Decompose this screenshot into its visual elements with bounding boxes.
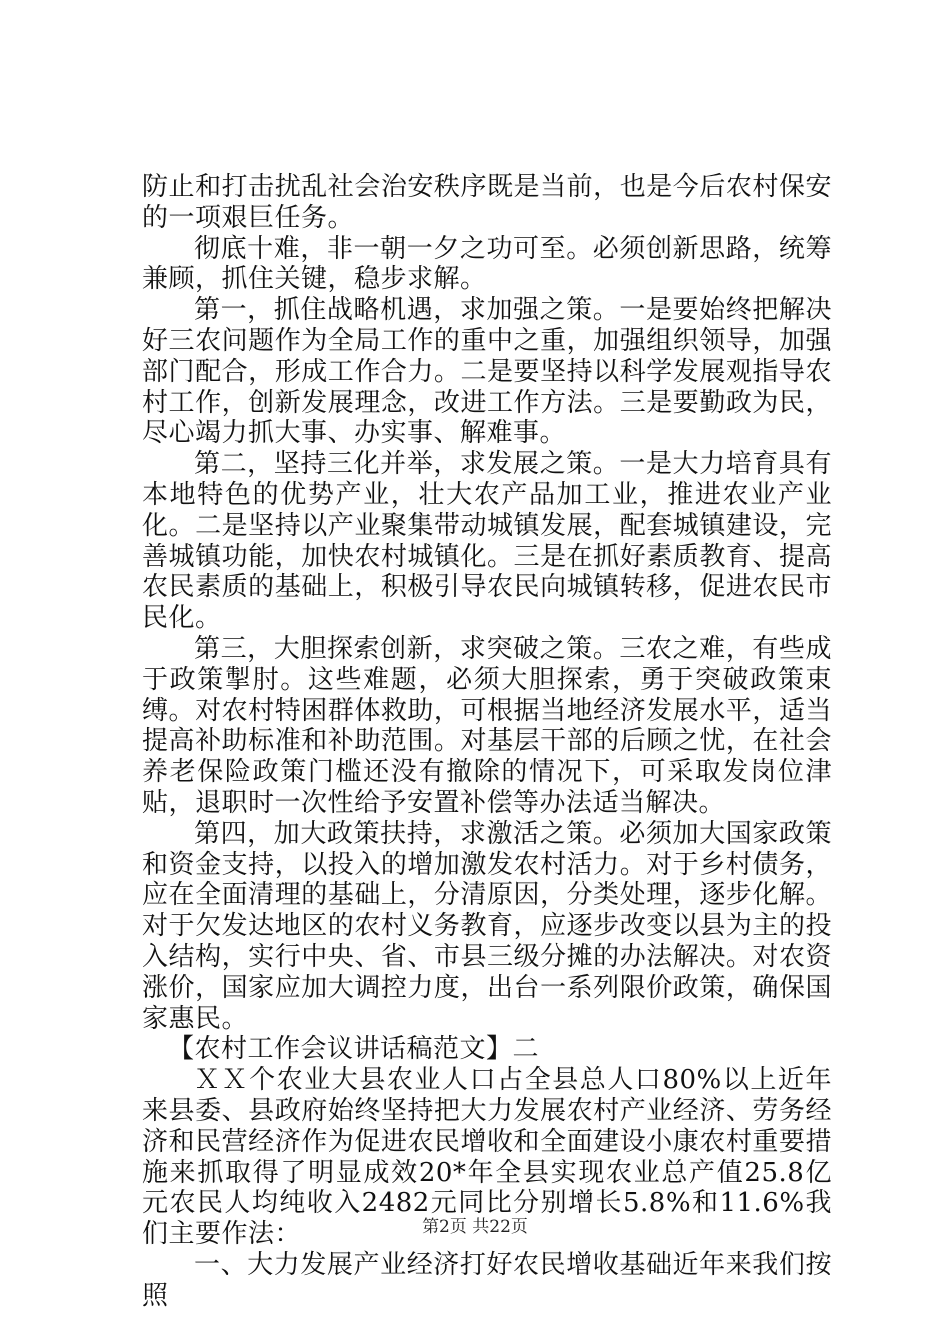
page-number-footer: 第2页 共22页 — [422, 1217, 528, 1237]
document-body — [142, 172, 832, 1311]
paragraph-8: 一、大力发展产业经济打好农民增收基础近年来我们按照 — [142, 1249, 832, 1311]
paragraph-5: 第三，大胆探索创新，求突破之策。三农之难，有些成于政策掣肘。这些难题，必须大胆探索，勇于突破政策束缚。对农村特困群体救助，可根据当地经济发展水平，适当提高补助标准和补助范围。对基层干部的后顾之忧，在社会养老保险政策门槛还没有撤除的情况下，可采取发岗位津贴，退职时一次性给予安置补偿等办法适当解决。 — [142, 633, 832, 818]
paragraph-3: 第一，抓住战略机遇，求加强之策。一是要始终把解决好三农问题作为全局工作的重中之重，加强组织领导，加强部门配合，形成工作合力。二是要坚持以科学发展观指导农村工作，创新发展理念，改进工作方法。三是要勤政为民，尽心竭力抓大事、办实事、解难事。 — [142, 295, 832, 449]
paragraph-2: 彻底十难，非一朝一夕之功可至。必须创新思路，统筹兼顾，抓住关键，稳步求解。 — [142, 233, 832, 295]
paragraph-4: 第二，坚持三化并举，求发展之策。一是大力培育具有本地特色的优势产业，壮大农产品加工业，推进农业产业化。二是坚持以产业聚集带动城镇发展，配套城镇建设，完善城镇功能，加快农村城镇化。三是在抓好素质教育、提高农民素质的基础上，积极引导农民向城镇转移，促进农民市民化。 — [142, 449, 832, 634]
section-heading: 【农村工作会议讲话稿范文】二 — [168, 1034, 540, 1065]
paragraph-6: 第四，加大政策扶持，求激活之策。必须加大国家政策和资金支持，以投入的增加激发农村活力。对于乡村债务，应在全面清理的基础上，分清原因，分类处理，逐步化解。对于欠发达地区的农村义务教育，应逐步改变以县为主的投入结构，实行中央、省、市县三级分摊的办法解决。对农资涨价，国家应加大调控力度，出台一系列限价政策，确保国家惠民。 — [142, 818, 832, 1034]
paragraph-7: ＸＸ个农业大县农业人口占全县总人口80%以上近年来县委、县政府始终坚持把大力发展农村产业经济、劳务经济和民营经济作为促进农民增收和全面建设小康农村重要措施来抓取得了明显成效20*年全县实现农业总产值25.8亿元农民人均纯收入2482元同比分别增长5.8%和11.6%我们主要作法： — [142, 1065, 832, 1250]
paragraph-1: 防止和打击扰乱社会治安秩序既是当前，也是今后农村保安的一项艰巨任务。 — [142, 172, 832, 233]
